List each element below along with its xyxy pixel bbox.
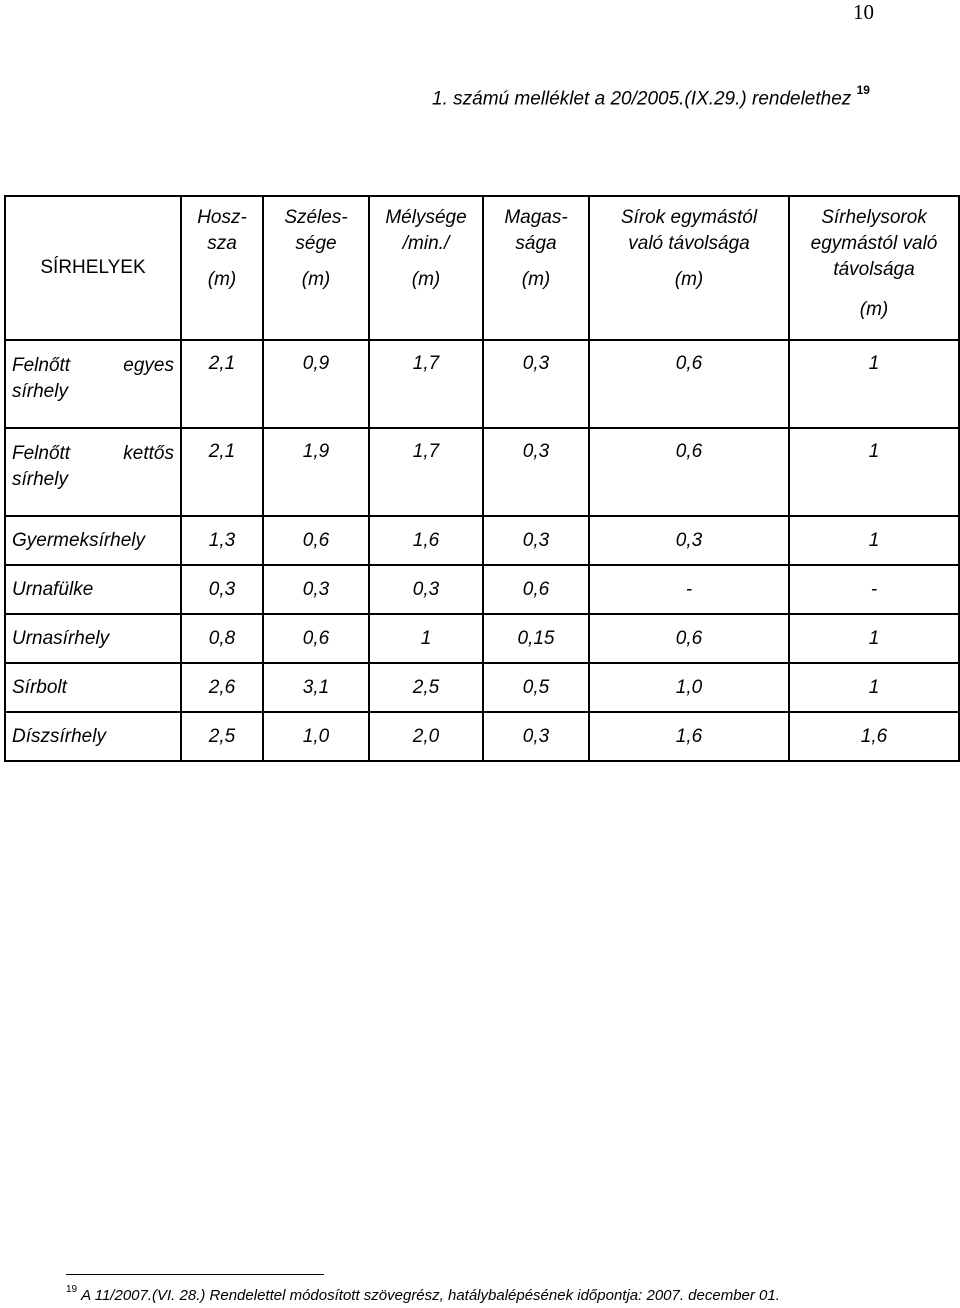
table-cell: 0,6	[589, 614, 789, 663]
table-cell: 0,3	[369, 565, 483, 614]
row-name-part: sírhely	[12, 469, 68, 490]
header-label: Magas-	[504, 207, 568, 228]
header-height	[483, 196, 589, 340]
annex-title-text: 1. számú melléklet a 20/2005.(IX.29.) rendelethez	[432, 88, 852, 110]
row-name: Sírbolt	[5, 663, 181, 712]
table-cell: 0,3	[263, 565, 369, 614]
table-cell: 0,6	[263, 516, 369, 565]
header-label: Sírhelysorok	[821, 207, 927, 228]
table-row	[5, 663, 959, 712]
table-cell: 1,9	[263, 428, 369, 516]
table-cell: 1,0	[589, 663, 789, 712]
row-name	[5, 428, 181, 516]
footnote	[66, 1286, 780, 1304]
table-cell: 1,6	[589, 712, 789, 761]
table-cell: 1,7	[369, 340, 483, 428]
table-cell: 1,6	[369, 516, 483, 565]
table-cell: 0,3	[181, 565, 263, 614]
table-cell: 1	[789, 614, 959, 663]
annex-title	[432, 83, 870, 110]
table-cell: 2,1	[181, 428, 263, 516]
table-cell: 3,1	[263, 663, 369, 712]
header-label: sége	[295, 233, 337, 254]
row-name-part: egyes	[123, 355, 174, 376]
header-grave-spacing	[589, 196, 789, 340]
table-cell: 0,5	[483, 663, 589, 712]
table-cell: 0,6	[589, 340, 789, 428]
header-label: egymástól való	[810, 233, 938, 254]
table-row	[5, 340, 959, 428]
table-cell: -	[589, 565, 789, 614]
row-name: Urnafülke	[5, 565, 181, 614]
page-number: 10	[853, 0, 874, 24]
row-name-part: Felnőtt	[12, 443, 71, 464]
table-cell: 1	[789, 428, 959, 516]
header-label: Hosz-	[197, 207, 247, 228]
table-cell: 0,3	[589, 516, 789, 565]
header-unit: (m)	[411, 269, 441, 290]
row-name	[5, 340, 181, 428]
table-cell: 1,6	[789, 712, 959, 761]
table-cell: -	[789, 565, 959, 614]
table-cell: 0,3	[483, 712, 589, 761]
table-row	[5, 614, 959, 663]
header-unit: (m)	[859, 299, 889, 320]
table-cell: 0,6	[483, 565, 589, 614]
header-label: Széles-	[284, 207, 348, 228]
row-name-part: Felnőtt	[12, 355, 71, 376]
row-name-part: kettős	[123, 443, 174, 464]
table-row	[5, 712, 959, 761]
table-cell: 0,8	[181, 614, 263, 663]
header-length	[181, 196, 263, 340]
header-label: Sírok egymástól	[620, 207, 758, 228]
table-cell: 0,15	[483, 614, 589, 663]
table-cell: 1	[789, 340, 959, 428]
table-row	[5, 516, 959, 565]
header-label: sága	[515, 233, 557, 254]
table-cell: 1,7	[369, 428, 483, 516]
header-unit: (m)	[521, 269, 551, 290]
row-name: Urnasírhely	[5, 614, 181, 663]
table-cell: 0,6	[263, 614, 369, 663]
table-cell: 0,3	[483, 340, 589, 428]
table-cell: 2,1	[181, 340, 263, 428]
table-cell: 1	[369, 614, 483, 663]
table-cell: 0,3	[483, 516, 589, 565]
row-name-part: sírhely	[12, 381, 68, 402]
table-cell: 2,6	[181, 663, 263, 712]
header-width	[263, 196, 369, 340]
table-cell: 0,3	[483, 428, 589, 516]
footnote-reference: 19	[856, 83, 870, 97]
table-cell: 2,5	[181, 712, 263, 761]
table-cell: 1,0	[263, 712, 369, 761]
header-grave-type	[5, 196, 181, 340]
header-depth	[369, 196, 483, 340]
table-cell: 2,5	[369, 663, 483, 712]
table-cell: 1,3	[181, 516, 263, 565]
row-name: Gyermeksírhely	[5, 516, 181, 565]
header-label: sza	[207, 233, 237, 254]
table-row	[5, 428, 959, 516]
header-unit: (m)	[674, 269, 704, 290]
header-label: Mélysége	[385, 207, 467, 228]
header-label: való távolsága	[628, 233, 750, 254]
table-cell: 2,0	[369, 712, 483, 761]
header-unit: (m)	[301, 269, 331, 290]
table-cell: 1	[789, 663, 959, 712]
footnote-text: A 11/2007.(VI. 28.) Rendelettel módosított szövegrész, hatálybalépésének időpontja: 2007. december 01.	[81, 1287, 780, 1304]
table-row	[5, 565, 959, 614]
header-label: /min./	[402, 233, 450, 254]
header-label: SÍRHELYEK	[40, 257, 146, 278]
header-label: távolsága	[833, 259, 915, 280]
table-cell: 0,9	[263, 340, 369, 428]
header-row-spacing	[789, 196, 959, 340]
row-name: Díszsírhely	[5, 712, 181, 761]
table-header-row	[5, 196, 959, 340]
footnote-number: 19	[66, 1284, 78, 1295]
grave-dimensions-table	[4, 195, 960, 762]
table-cell: 0,6	[589, 428, 789, 516]
footnote-divider	[66, 1274, 324, 1275]
header-unit: (m)	[207, 269, 237, 290]
table-cell: 1	[789, 516, 959, 565]
